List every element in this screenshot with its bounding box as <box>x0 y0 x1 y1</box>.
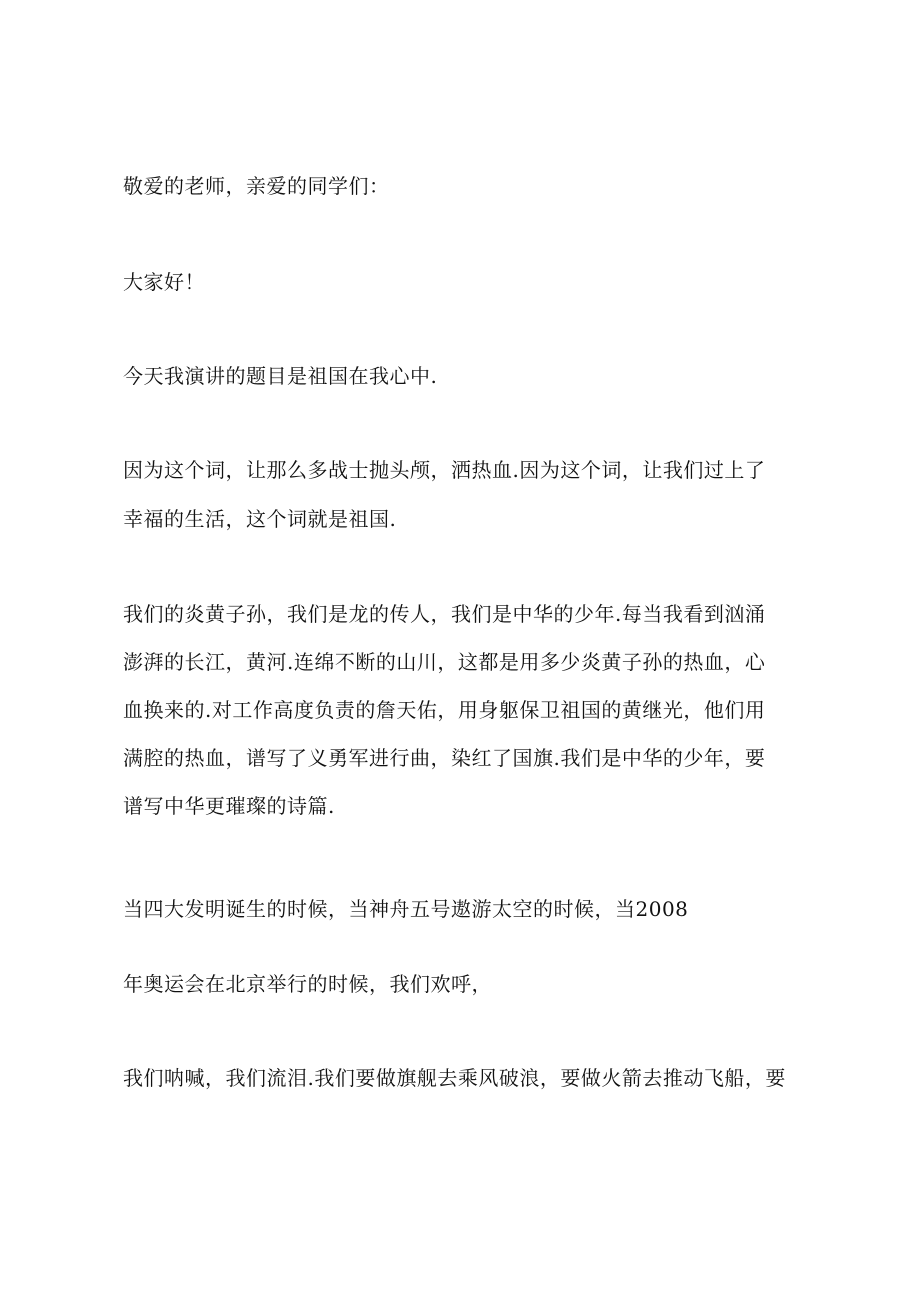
paragraph-2-line-1: 我们的炎黄子孙，我们是龙的传人，我们是中华的少年.每当我看到汹涌 <box>123 602 766 626</box>
paragraph-1-line-1: 因为这个词，让那么多战士抛头颅，洒热血.因为这个词，让我们过上了 <box>123 458 766 482</box>
paragraph-2-line-3: 血换来的.对工作高度负责的詹天佑，用身躯保卫祖国的黄继光，他们用 <box>123 698 766 722</box>
paragraph-3-line-1: 当四大发明诞生的时候，当神舟五号遨游太空的时候，当2008 <box>123 897 689 921</box>
paragraph-1-line-2: 幸福的生活，这个词就是祖国. <box>123 507 397 531</box>
intro-line: 今天我演讲的题目是祖国在我心中. <box>123 364 438 388</box>
paragraph-4-line-1: 我们呐喊，我们流泪.我们要做旗舰去乘风破浪，要做火箭去推动飞船，要 <box>123 1066 786 1090</box>
paragraph-2-line-5: 谱写中华更璀璨的诗篇. <box>123 794 335 818</box>
greeting: 大家好！ <box>123 270 205 294</box>
salutation: 敬爱的老师，亲爱的同学们： <box>123 174 390 198</box>
paragraph-2-line-2: 澎湃的长江，黄河.连绵不断的山川，这都是用多少炎黄子孙的热血，心 <box>123 650 766 674</box>
paragraph-3-line-2: 年奥运会在北京举行的时候，我们欢呼， <box>123 972 492 996</box>
paragraph-2-line-4: 满腔的热血，谱写了义勇军进行曲，染红了国旗.我们是中华的少年，要 <box>123 746 766 770</box>
